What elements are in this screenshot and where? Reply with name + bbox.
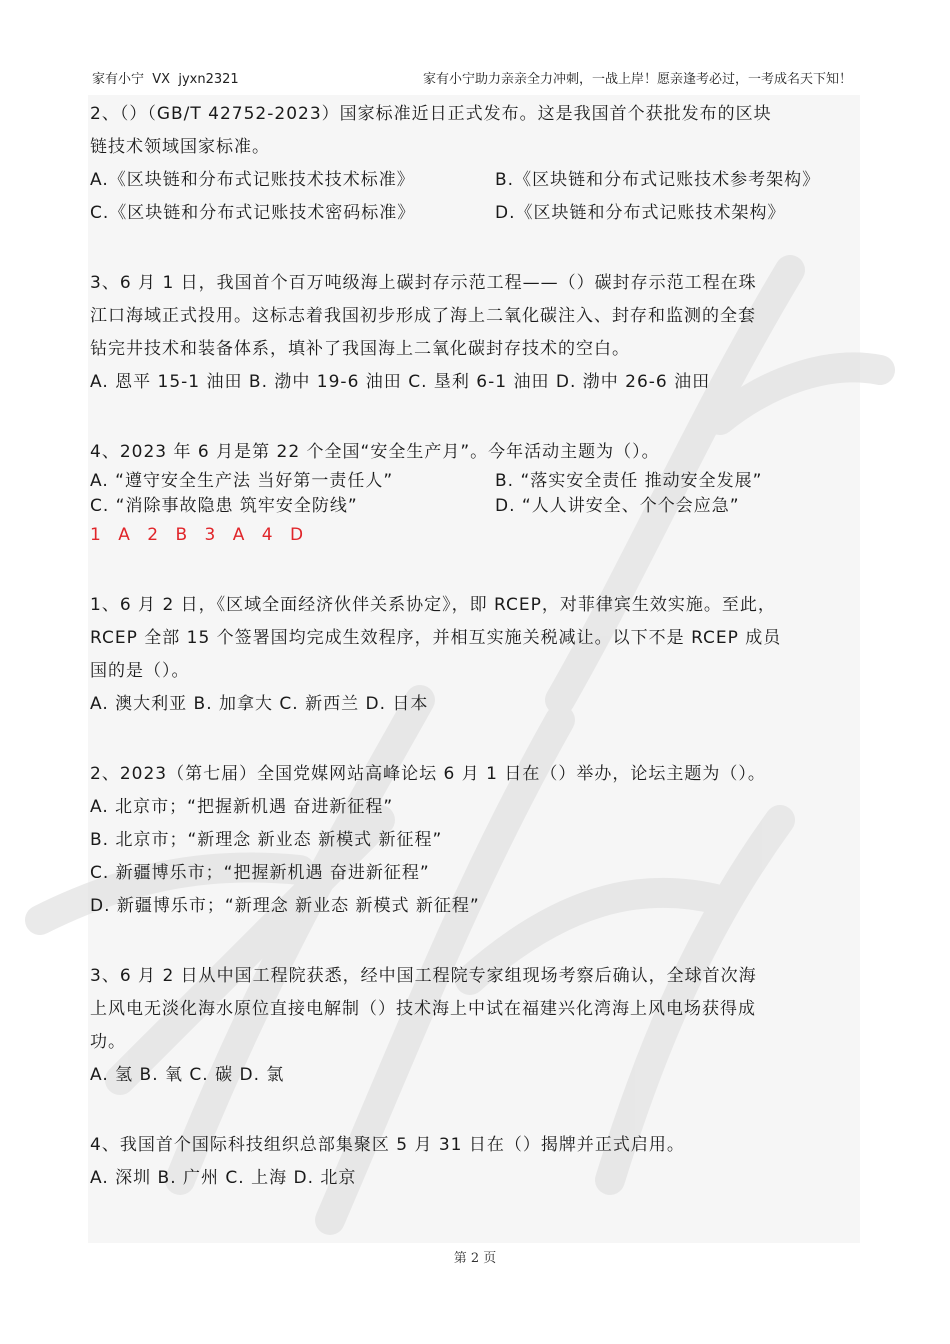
question-options: A. 深圳 B. 广州 C. 上海 D. 北京 xyxy=(90,1168,357,1188)
question-options: A. 澳大利亚 B. 加拿大 C. 新西兰 D. 日本 xyxy=(90,694,429,714)
option-b: B.《区块链和分布式记账技术参考架构》 xyxy=(495,170,821,190)
question-text: 4、2023 年 6 月是第 22 个全国“安全生产月”。今年活动主题为（）。 xyxy=(90,442,660,462)
option-d: D. 新疆博乐市；“新理念 新业态 新模式 新征程” xyxy=(90,896,480,916)
option-d: D. “人人讲安全、个个会应急” xyxy=(495,496,740,516)
question-text: 江口海域正式投用。这标志着我国初步形成了海上二氧化碳注入、封存和监测的全套 xyxy=(90,306,756,326)
question-2-section-2 xyxy=(90,758,860,923)
header-right-text: 家有小宁助力亲亲全力冲刺，一战上岸！愿亲逢考必过，一考成名天下知！ xyxy=(422,72,852,87)
question-2 xyxy=(90,98,860,230)
question-text: 国的是（）。 xyxy=(90,661,190,681)
question-4 xyxy=(90,436,860,552)
option-d: D.《区块链和分布式记账技术架构》 xyxy=(495,203,786,223)
option-b: B. “落实安全责任 推动安全发展” xyxy=(495,471,763,491)
question-text: 上风电无淡化海水原位直接电解制（）技术海上中试在福建兴化湾海上风电场获得成 xyxy=(90,999,756,1019)
question-4-section-2 xyxy=(90,1129,860,1195)
question-text: 2、2023（第七届）全国党媒网站高峰论坛 6 月 1 日在（）举办，论坛主题为（）。 xyxy=(90,764,766,784)
question-text: 钻完井技术和装备体系，填补了我国海上二氧化碳封存技术的空白。 xyxy=(90,339,630,359)
option-b: B. 北京市；“新理念 新业态 新模式 新征程” xyxy=(90,830,443,850)
option-c: C.《区块链和分布式记账技术密码标准》 xyxy=(90,203,416,223)
page-number: 第 2 页 xyxy=(453,1251,497,1266)
question-text: 功。 xyxy=(90,1032,126,1052)
option-a: A. 北京市；“把握新机遇 奋进新征程” xyxy=(90,797,394,817)
question-1 xyxy=(90,589,860,721)
header-left-text: 家有小宁 VX jyxn2321 xyxy=(92,72,239,87)
question-text: 4、我国首个国际科技组织总部集聚区 5 月 31 日在（）揭牌并正式启用。 xyxy=(90,1135,685,1155)
option-c: C. 新疆博乐市；“把握新机遇 奋进新征程” xyxy=(90,863,430,883)
question-text: 3、6 月 1 日，我国首个百万吨级海上碳封存示范工程——（）碳封存示范工程在珠 xyxy=(90,273,757,293)
question-text: 3、6 月 2 日从中国工程院获悉，经中国工程院专家组现场考察后确认，全球首次海 xyxy=(90,966,757,986)
page-header xyxy=(92,68,852,88)
answer-key: 1 A 2 B 3 A 4 D xyxy=(90,525,310,545)
question-text: 2、（）（GB/T 42752-2023）国家标准近日正式发布。这是我国首个获批发布的区块 xyxy=(90,104,772,124)
question-text: RCEP 全部 15 个签署国均完成生效程序，并相互实施关税减让。以下不是 RCEP 成员 xyxy=(90,628,782,648)
question-text: 链技术领域国家标准。 xyxy=(90,137,270,157)
option-c: C. “消除事故隐患 筑牢安全防线” xyxy=(90,496,358,516)
option-a: A. “遵守安全生产法 当好第一责任人” xyxy=(90,471,394,491)
question-options: A. 恩平 15-1 油田 B. 渤中 19-6 油田 C. 垦利 6-1 油田 D. 渤中 26-6 油田 xyxy=(90,372,711,392)
question-3-section-2 xyxy=(90,960,860,1092)
question-options: A. 氢 B. 氧 C. 碳 D. 氯 xyxy=(90,1065,285,1085)
question-text: 1、6 月 2 日，《区域全面经济伙伴关系协定》，即 RCEP，对菲律宾生效实施。至此， xyxy=(90,595,776,615)
question-3 xyxy=(90,267,860,399)
option-a: A.《区块链和分布式记账技术技术标准》 xyxy=(90,170,415,190)
question-content xyxy=(90,98,860,1195)
